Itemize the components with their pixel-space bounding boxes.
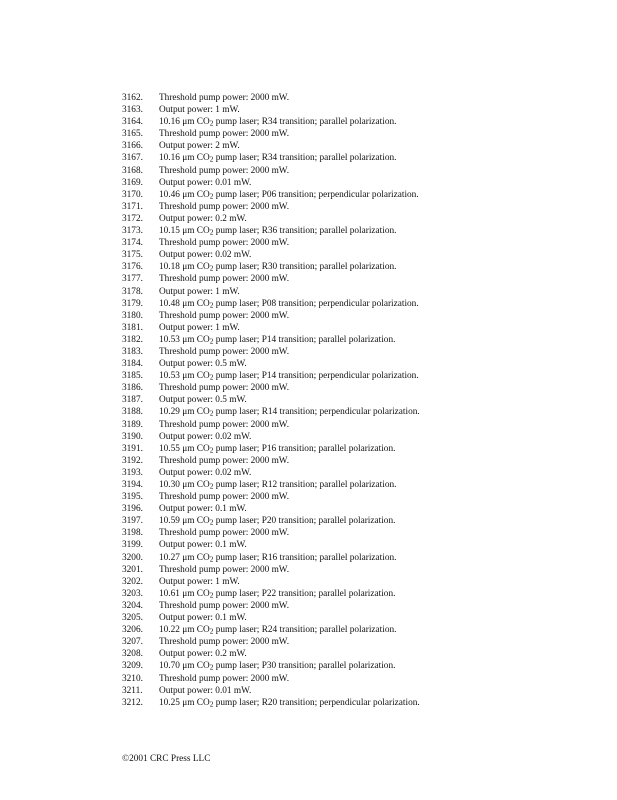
note-number: 3202. [122, 576, 143, 587]
note-line [122, 152, 420, 164]
note-number: 3164. [122, 117, 143, 128]
note-line [122, 346, 420, 358]
note-text: Output power: 0.02 mW. [159, 250, 252, 261]
note-line [122, 660, 420, 672]
note-text: Threshold pump power: 2000 mW. [159, 129, 290, 140]
note-text: Output power: 0.2 mW. [159, 649, 247, 660]
note-text: Threshold pump power: 2000 mW. [159, 528, 290, 539]
note-text: Threshold pump power: 2000 mW. [159, 419, 290, 430]
note-line [122, 431, 420, 443]
note-number: 3165. [122, 129, 143, 140]
note-number: 3206. [122, 625, 143, 636]
note-text: 10.53 μm $CO_2$ pump laser; P14 transition; parallel polarization. [159, 334, 396, 346]
note-line [122, 491, 420, 503]
note-line [122, 685, 420, 697]
note-line [122, 612, 420, 624]
note-number: 3166. [122, 141, 143, 152]
note-line [122, 394, 420, 406]
note-text: Threshold pump power: 2000 mW. [159, 564, 290, 575]
note-text: 10.46 μm $CO_2$ pump laser; P06 transition; perpendicular polarization. [159, 189, 419, 201]
note-text: Threshold pump power: 2000 mW. [159, 274, 290, 285]
note-text: Threshold pump power: 2000 mW. [159, 673, 290, 684]
note-text: Threshold pump power: 2000 mW. [159, 492, 290, 503]
note-line [122, 636, 420, 648]
note-text: 10.53 μm $CO_2$ pump laser; P14 transition; perpendicular polarization. [159, 371, 419, 382]
copyright-footer: ©2001 CRC Press LLC [122, 754, 211, 764]
note-number: 3195. [122, 492, 143, 503]
note-number: 3201. [122, 564, 143, 575]
note-line [122, 515, 420, 527]
note-text: Threshold pump power: 2000 mW. [159, 600, 290, 611]
note-line [122, 92, 420, 104]
note-line [122, 503, 420, 515]
notes-list [122, 92, 420, 709]
note-text: Threshold pump power: 2000 mW. [159, 238, 290, 249]
note-number: 3197. [122, 516, 143, 527]
note-number: 3181. [122, 322, 143, 333]
note-line [122, 177, 420, 189]
note-number: 3190. [122, 431, 143, 442]
note-text: Output power: 1 mW. [159, 576, 240, 587]
note-number: 3182. [122, 334, 143, 345]
note-number: 3211. [122, 685, 143, 696]
note-text: Threshold pump power: 2000 mW. [159, 455, 290, 466]
note-number: 3185. [122, 371, 143, 382]
note-line [122, 382, 420, 394]
note-text: 10.55 μm $CO_2$ pump laser; P16 transition; parallel polarization. [159, 443, 396, 455]
note-line [122, 443, 420, 455]
note-number: 3178. [122, 286, 143, 297]
note-number: 3171. [122, 201, 143, 212]
note-number: 3193. [122, 467, 143, 478]
note-text: 10.18 μm $CO_2$ pump laser; R30 transition; parallel polarization. [159, 262, 397, 273]
note-text: 10.27 μm $CO_2$ pump laser; R16 transition; parallel polarization. [159, 552, 397, 564]
note-line [122, 600, 420, 612]
note-text: Threshold pump power: 2000 mW. [159, 310, 290, 321]
note-text: Output power: 0.01 mW. [159, 685, 252, 696]
note-number: 3212. [122, 697, 143, 708]
note-line [122, 370, 420, 382]
note-text: 10.61 μm $CO_2$ pump laser; P22 transition; parallel polarization. [159, 588, 396, 600]
note-line [122, 201, 420, 213]
note-number: 3188. [122, 407, 143, 418]
note-text: Threshold pump power: 2000 mW. [159, 346, 290, 357]
note-number: 3184. [122, 359, 143, 370]
note-text: Output power: 0.1 mW. [159, 540, 247, 551]
note-number: 3209. [122, 661, 143, 672]
note-line [122, 406, 420, 418]
note-line [122, 310, 420, 322]
note-number: 3198. [122, 528, 143, 539]
note-number: 3196. [122, 504, 143, 515]
note-line [122, 165, 420, 177]
note-text: Output power: 0.5 mW. [159, 395, 247, 406]
note-number: 3205. [122, 613, 143, 624]
note-number: 3169. [122, 177, 143, 188]
note-text: Output power: 1 mW. [159, 286, 240, 297]
note-number: 3172. [122, 213, 143, 224]
note-text: 10.30 μm $CO_2$ pump laser; R12 transition; parallel polarization. [159, 480, 397, 491]
note-line [122, 189, 420, 201]
note-number: 3162. [122, 93, 143, 103]
note-line [122, 648, 420, 660]
note-number: 3175. [122, 250, 143, 261]
note-line [122, 128, 420, 140]
note-number: 3203. [122, 588, 143, 599]
note-text: Output power: 1 mW. [159, 105, 240, 116]
note-number: 3173. [122, 226, 143, 237]
note-number: 3191. [122, 443, 143, 454]
note-text: Output power: 0.1 mW. [159, 504, 247, 515]
note-line [122, 697, 420, 709]
note-line [122, 358, 420, 370]
note-number: 3189. [122, 419, 143, 430]
note-line [122, 249, 420, 261]
note-number: 3192. [122, 455, 143, 466]
note-number: 3167. [122, 153, 143, 164]
note-number: 3207. [122, 637, 143, 648]
note-number: 3176. [122, 262, 143, 273]
note-line [122, 225, 420, 237]
note-text: Output power: 0.1 mW. [159, 613, 247, 624]
note-line [122, 140, 420, 152]
note-line [122, 419, 420, 431]
note-text: Output power: 0.2 mW. [159, 213, 247, 224]
note-text: Threshold pump power: 2000 mW. [159, 383, 290, 394]
note-number: 3187. [122, 395, 143, 406]
note-line [122, 298, 420, 310]
note-text: 10.16 μm $CO_2$ pump laser; R34 transition; parallel polarization. [159, 117, 397, 128]
note-line [122, 479, 420, 491]
note-number: 3180. [122, 310, 143, 321]
note-line [122, 261, 420, 273]
note-line [122, 624, 420, 636]
note-line [122, 322, 420, 334]
note-text: 10.48 μm $CO_2$ pump laser; P08 transition; perpendicular polarization. [159, 298, 419, 310]
note-text: 10.29 μm $CO_2$ pump laser; R14 transition; perpendicular polarization. [159, 407, 420, 419]
note-line [122, 673, 420, 685]
note-number: 3170. [122, 189, 143, 200]
note-text: Output power: 1 mW. [159, 322, 240, 333]
note-line [122, 552, 420, 564]
note-text: Output power: 0.02 mW. [159, 431, 252, 442]
note-text: 10.22 μm $CO_2$ pump laser; R24 transition; parallel polarization. [159, 625, 397, 636]
note-number: 3200. [122, 552, 143, 563]
note-line [122, 213, 420, 225]
note-number: 3204. [122, 600, 143, 611]
note-text: 10.15 μm $CO_2$ pump laser; R36 transition; parallel polarization. [159, 226, 397, 237]
note-number: 3208. [122, 649, 143, 660]
note-line [122, 564, 420, 576]
note-number: 3174. [122, 238, 143, 249]
note-line [122, 273, 420, 285]
note-number: 3168. [122, 165, 143, 176]
note-line [122, 539, 420, 551]
note-number: 3163. [122, 105, 143, 116]
note-text: Output power: 0.5 mW. [159, 359, 247, 370]
note-line [122, 286, 420, 298]
note-number: 3183. [122, 346, 143, 357]
note-line [122, 467, 420, 479]
note-number: 3194. [122, 480, 143, 490]
note-text: Output power: 0.01 mW. [159, 177, 252, 188]
note-number: 3210. [122, 673, 143, 684]
note-line [122, 527, 420, 539]
note-text: 10.16 μm $CO_2$ pump laser; R34 transition; parallel polarization. [159, 153, 397, 165]
note-number: 3199. [122, 540, 143, 551]
note-number: 3179. [122, 298, 143, 309]
note-line [122, 334, 420, 346]
note-line [122, 104, 420, 116]
note-number: 3186. [122, 383, 143, 394]
note-line [122, 576, 420, 588]
note-line [122, 116, 420, 128]
note-text: Threshold pump power: 2000 mW. [159, 165, 290, 176]
note-text: 10.70 μm $CO_2$ pump laser; P30 transition; parallel polarization. [159, 661, 396, 672]
note-text: Threshold pump power: 2000 mW. [159, 637, 290, 648]
note-text: 10.25 μm $CO_2$ pump laser; R20 transition; perpendicular polarization. [159, 697, 420, 709]
note-text: Threshold pump power: 2000 mW. [159, 201, 290, 212]
note-text: Threshold pump power: 2000 mW. [159, 93, 290, 103]
note-text: Output power: 0.02 mW. [159, 467, 252, 478]
note-line [122, 455, 420, 467]
note-text: 10.59 μm $CO_2$ pump laser; P20 transition; parallel polarization. [159, 516, 396, 527]
note-number: 3177. [122, 274, 143, 285]
note-text: Output power: 2 mW. [159, 141, 240, 152]
note-line [122, 237, 420, 249]
note-line [122, 588, 420, 600]
